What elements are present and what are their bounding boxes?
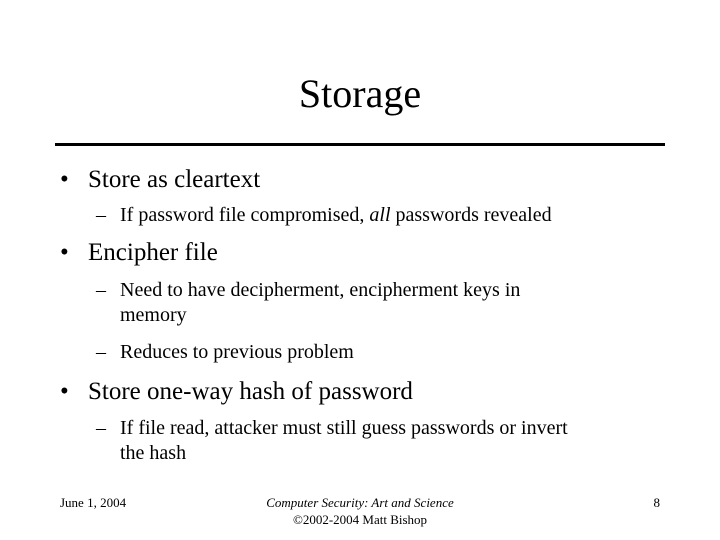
sub-bullet-line1: Need to have decipherment, encipherment keys in — [120, 279, 521, 301]
bullet-store-cleartext — [60, 165, 260, 195]
bullet-one-way-hash — [60, 377, 413, 407]
bullet-marker: • — [60, 239, 69, 266]
bullet-marker: • — [60, 166, 69, 193]
footer-copyright: ©2002-2004 Matt Bishop — [292, 512, 428, 527]
sub-bullet-line2: the hash — [120, 442, 187, 464]
sub-bullet-text — [120, 203, 552, 228]
footer-course-info — [210, 494, 510, 528]
bullet-marker: • — [60, 378, 69, 405]
sub-bullet-file-read — [96, 416, 568, 466]
dash-marker: – — [96, 417, 106, 439]
footer-course-title: Computer Security: Art and Science — [266, 495, 454, 510]
dash-marker: – — [96, 341, 106, 363]
sub-text-italic: all — [369, 204, 391, 226]
footer-page-number: 8 — [653, 495, 660, 510]
footer-date: June 1, 2004 — [60, 495, 127, 510]
sub-bullet-text: Reduces to previous problem — [120, 341, 354, 363]
bullet-text: Encipher file — [88, 239, 218, 266]
sub-bullet-line1: If file read, attacker must still guess passwords or invert — [120, 417, 568, 439]
dash-marker: – — [96, 204, 106, 226]
bullet-encipher-file — [60, 238, 218, 268]
sub-text-after: passwords revealed — [390, 204, 552, 226]
sub-bullet-previous-problem — [96, 340, 354, 365]
sub-text-before: If password file compromised, — [120, 204, 370, 226]
bullet-text: Store one-way hash of password — [88, 378, 413, 405]
bullet-text: Store as cleartext — [88, 166, 261, 193]
sub-bullet-compromised — [96, 203, 552, 228]
sub-bullet-line2: memory — [120, 304, 187, 326]
slide-title: Storage — [298, 71, 422, 116]
sub-bullet-keys-memory — [96, 278, 520, 328]
dash-marker: – — [96, 279, 106, 301]
title-divider — [55, 143, 665, 146]
